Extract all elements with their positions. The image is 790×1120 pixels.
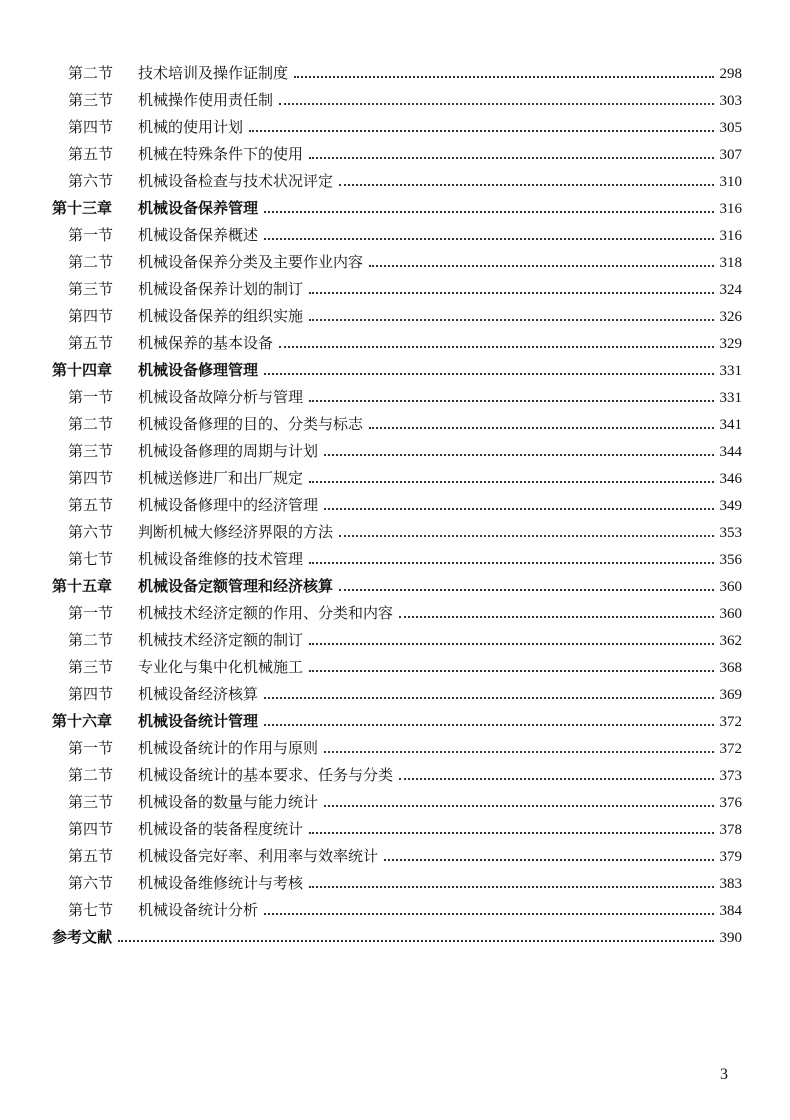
toc-entry-page: 349 xyxy=(719,498,742,514)
dot-leader xyxy=(309,481,713,483)
toc-entry-page: 346 xyxy=(719,471,742,487)
toc-entry-page: 341 xyxy=(719,417,742,433)
toc-entry-title: 机械设备保养管理 xyxy=(138,199,259,217)
dot-leader xyxy=(309,643,713,645)
toc-entry-title: 机械设备检查与技术状况评定 xyxy=(138,172,334,190)
toc-entry-title: 机械设备故障分析与管理 xyxy=(138,388,304,406)
toc-entry-label: 第二节 xyxy=(68,631,114,649)
toc-entry-title: 机械设备保养计划的制订 xyxy=(138,280,304,298)
toc-section-row xyxy=(52,411,742,438)
toc-references-row xyxy=(52,924,742,951)
toc-section-row xyxy=(52,303,742,330)
toc-entry-title: 机械的使用计划 xyxy=(138,118,244,136)
page-number: 3 xyxy=(720,1066,728,1083)
dot-leader xyxy=(309,886,713,888)
toc-entry-page: 378 xyxy=(719,822,742,838)
dot-leader xyxy=(264,724,713,726)
toc-section-row xyxy=(52,222,742,249)
toc-entry-title: 机械技术经济定额的制订 xyxy=(138,631,304,649)
toc-entry-title: 机械设备的装备程度统计 xyxy=(138,820,304,838)
toc-entry-label: 第五节 xyxy=(68,847,114,865)
dot-leader xyxy=(279,346,713,348)
toc-entry-title: 机械在特殊条件下的使用 xyxy=(138,145,304,163)
toc-entry-page: 329 xyxy=(719,336,742,352)
dot-leader xyxy=(339,184,713,186)
toc-entry-page: 303 xyxy=(719,93,742,109)
toc-section-row xyxy=(52,60,742,87)
toc-section-row xyxy=(52,330,742,357)
toc-entry-page: 331 xyxy=(719,390,742,406)
toc-entry-label: 第四节 xyxy=(68,685,114,703)
toc-entry-label: 第五节 xyxy=(68,145,114,163)
toc-entry-label: 第六节 xyxy=(68,874,114,892)
toc-entry-title: 判断机械大修经济界限的方法 xyxy=(138,523,334,541)
toc-section-row xyxy=(52,168,742,195)
toc-entry-page: 383 xyxy=(719,876,742,892)
toc-entry-label: 第一节 xyxy=(68,388,114,406)
toc-entry-label: 第六节 xyxy=(68,172,114,190)
toc-entry-label: 第三节 xyxy=(68,793,114,811)
dot-leader xyxy=(399,778,713,780)
toc-chapter-row xyxy=(52,195,742,222)
dot-leader xyxy=(324,454,713,456)
toc-entry-title: 机械技术经济定额的作用、分类和内容 xyxy=(138,604,394,622)
toc-section-row xyxy=(52,627,742,654)
toc-entry-label: 第三节 xyxy=(68,280,114,298)
toc-entry-page: 369 xyxy=(719,687,742,703)
toc-entry-title: 机械设备保养概述 xyxy=(138,226,259,244)
toc-entry-page: 310 xyxy=(719,174,742,190)
toc-entry-title: 机械设备经济核算 xyxy=(138,685,259,703)
toc-entry-label: 第四节 xyxy=(68,307,114,325)
toc-entry-label: 第四节 xyxy=(68,118,114,136)
toc-entry-page: 316 xyxy=(719,201,742,217)
toc-entry-label: 第三节 xyxy=(68,658,114,676)
toc-entry-title: 机械设备的数量与能力统计 xyxy=(138,793,319,811)
dot-leader xyxy=(399,616,713,618)
toc-entry-label: 第一节 xyxy=(68,739,114,757)
toc-entry-page: 324 xyxy=(719,282,742,298)
toc-entry-page: 307 xyxy=(719,147,742,163)
dot-leader xyxy=(324,508,713,510)
dot-leader xyxy=(369,427,713,429)
dot-leader xyxy=(264,697,713,699)
toc-entry-label: 第十四章 xyxy=(52,361,113,379)
dot-leader xyxy=(369,265,713,267)
toc-entry-label: 第十五章 xyxy=(52,577,113,595)
toc-chapter-row xyxy=(52,573,742,600)
toc-entry-title: 机械设备修理中的经济管理 xyxy=(138,496,319,514)
toc-entry-label: 第二节 xyxy=(68,64,114,82)
toc-section-row xyxy=(52,141,742,168)
toc-chapter-row xyxy=(52,708,742,735)
toc-section-row xyxy=(52,654,742,681)
toc-entry-label: 第十六章 xyxy=(52,712,113,730)
table-of-contents xyxy=(52,60,742,951)
toc-section-row xyxy=(52,897,742,924)
toc-entry-page: 331 xyxy=(719,363,742,379)
toc-entry-label: 第四节 xyxy=(68,820,114,838)
toc-entry-label: 第五节 xyxy=(68,496,114,514)
toc-entry-label: 第二节 xyxy=(68,766,114,784)
toc-entry-title: 机械设备维修的技术管理 xyxy=(138,550,304,568)
toc-entry-title: 机械设备统计管理 xyxy=(138,712,259,730)
toc-section-row xyxy=(52,870,742,897)
toc-section-row xyxy=(52,87,742,114)
toc-entry-page: 316 xyxy=(719,228,742,244)
dot-leader xyxy=(309,400,713,402)
toc-entry-label: 第一节 xyxy=(68,226,114,244)
toc-section-row xyxy=(52,438,742,465)
toc-entry-label: 第四节 xyxy=(68,469,114,487)
toc-entry-page: 379 xyxy=(719,849,742,865)
dot-leader xyxy=(264,238,713,240)
toc-entry-page: 384 xyxy=(719,903,742,919)
toc-entry-page: 344 xyxy=(719,444,742,460)
toc-section-row xyxy=(52,384,742,411)
dot-leader xyxy=(279,103,713,105)
toc-section-row xyxy=(52,492,742,519)
dot-leader xyxy=(309,319,713,321)
toc-section-row xyxy=(52,762,742,789)
dot-leader xyxy=(118,940,713,942)
toc-entry-label: 第三节 xyxy=(68,91,114,109)
toc-chapter-row xyxy=(52,357,742,384)
toc-entry-title: 机械设备完好率、利用率与效率统计 xyxy=(138,847,379,865)
toc-entry-label: 第五节 xyxy=(68,334,114,352)
toc-entry-page: 390 xyxy=(719,930,742,946)
toc-entry-page: 376 xyxy=(719,795,742,811)
toc-section-row xyxy=(52,465,742,492)
toc-entry-title: 机械设备统计的作用与原则 xyxy=(138,739,319,757)
toc-entry-page: 318 xyxy=(719,255,742,271)
toc-entry-title: 机械设备保养分类及主要作业内容 xyxy=(138,253,364,271)
toc-entry-label: 第十三章 xyxy=(52,199,113,217)
toc-entry-page: 326 xyxy=(719,309,742,325)
toc-entry-label: 第六节 xyxy=(68,523,114,541)
toc-entry-title: 机械保养的基本设备 xyxy=(138,334,274,352)
dot-leader xyxy=(384,859,713,861)
dot-leader xyxy=(309,670,713,672)
toc-entry-page: 298 xyxy=(719,66,742,82)
toc-section-row xyxy=(52,519,742,546)
toc-entry-title: 机械设备修理的目的、分类与标志 xyxy=(138,415,364,433)
toc-entry-label: 第三节 xyxy=(68,442,114,460)
toc-entry-page: 362 xyxy=(719,633,742,649)
toc-entry-label: 第一节 xyxy=(68,604,114,622)
toc-entry-title: 机械设备保养的组织实施 xyxy=(138,307,304,325)
toc-entry-page: 360 xyxy=(719,579,742,595)
toc-entry-page: 353 xyxy=(719,525,742,541)
toc-section-row xyxy=(52,546,742,573)
dot-leader xyxy=(309,832,713,834)
toc-section-row xyxy=(52,276,742,303)
toc-entry-page: 372 xyxy=(719,741,742,757)
toc-entry-page: 360 xyxy=(719,606,742,622)
dot-leader xyxy=(339,589,713,591)
toc-entry-title: 机械操作使用责任制 xyxy=(138,91,274,109)
toc-entry-title: 机械设备统计分析 xyxy=(138,901,259,919)
toc-entry-title: 机械设备维修统计与考核 xyxy=(138,874,304,892)
dot-leader xyxy=(294,76,713,78)
toc-entry-page: 356 xyxy=(719,552,742,568)
dot-leader xyxy=(309,562,713,564)
dot-leader xyxy=(249,130,713,132)
toc-entry-label: 第七节 xyxy=(68,901,114,919)
toc-entry-title: 机械设备修理的周期与计划 xyxy=(138,442,319,460)
toc-section-row xyxy=(52,600,742,627)
dot-leader xyxy=(324,805,713,807)
toc-section-row xyxy=(52,249,742,276)
toc-section-row xyxy=(52,816,742,843)
toc-entry-title: 专业化与集中化机械施工 xyxy=(138,658,304,676)
toc-entry-label: 第二节 xyxy=(68,415,114,433)
dot-leader xyxy=(264,913,713,915)
toc-entry-page: 305 xyxy=(719,120,742,136)
dot-leader xyxy=(309,157,713,159)
dot-leader xyxy=(264,373,713,375)
toc-section-row xyxy=(52,681,742,708)
dot-leader xyxy=(264,211,713,213)
dot-leader xyxy=(339,535,713,537)
toc-section-row xyxy=(52,735,742,762)
toc-entry-title: 机械送修进厂和出厂规定 xyxy=(138,469,304,487)
toc-entry-page: 372 xyxy=(719,714,742,730)
toc-section-row xyxy=(52,789,742,816)
toc-entry-title: 参考文献 xyxy=(52,928,113,946)
toc-section-row xyxy=(52,843,742,870)
toc-entry-page: 368 xyxy=(719,660,742,676)
toc-entry-label: 第七节 xyxy=(68,550,114,568)
dot-leader xyxy=(324,751,713,753)
toc-entry-title: 技术培训及操作证制度 xyxy=(138,64,289,82)
toc-entry-title: 机械设备修理管理 xyxy=(138,361,259,379)
toc-section-row xyxy=(52,114,742,141)
toc-entry-title: 机械设备统计的基本要求、任务与分类 xyxy=(138,766,394,784)
toc-entry-label: 第二节 xyxy=(68,253,114,271)
dot-leader xyxy=(309,292,713,294)
toc-entry-page: 373 xyxy=(719,768,742,784)
toc-entry-title: 机械设备定额管理和经济核算 xyxy=(138,577,334,595)
